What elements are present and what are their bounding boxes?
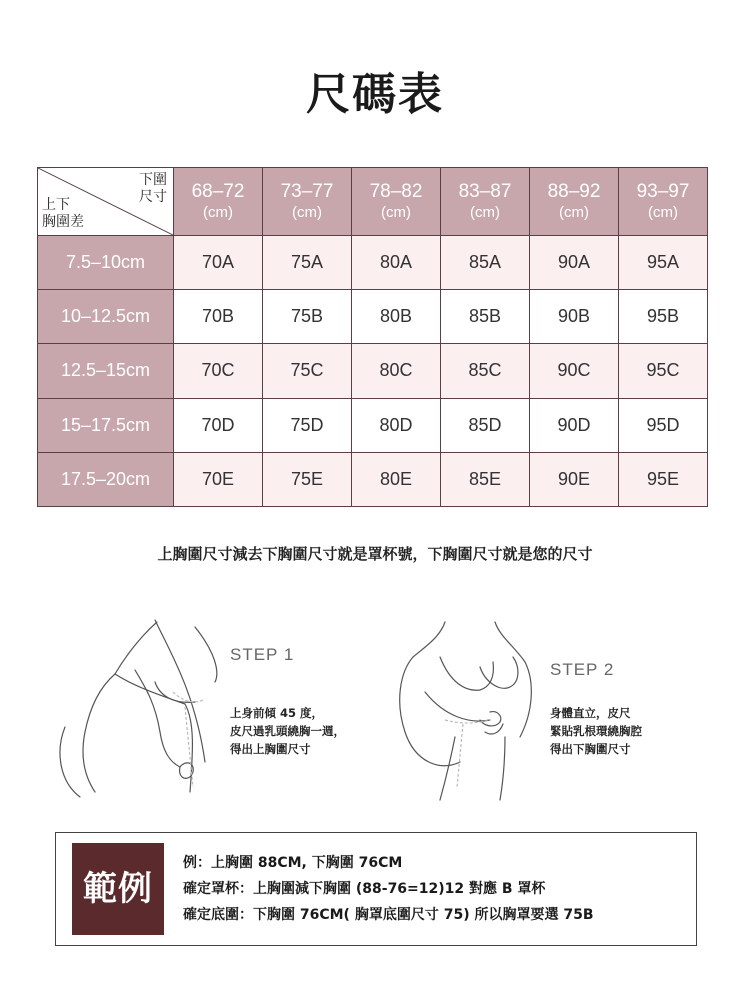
size-cell: 90A	[530, 236, 619, 290]
column-range: 78–82	[369, 180, 423, 202]
row-header: 10–12.5cm	[38, 290, 174, 344]
corner-top-label	[139, 172, 167, 206]
size-cell: 90C	[530, 344, 619, 398]
example-line: 確定底圍：下胸圍 76CM( 胸罩底圍尺寸 75) 所以胸罩要選 75B	[183, 907, 594, 923]
size-cell: 85B	[441, 290, 530, 344]
table-corner-cell	[38, 168, 174, 236]
size-cell: 70A	[174, 236, 263, 290]
step1-line: 皮尺過乳頭繞胸一週，	[230, 724, 345, 738]
size-cell: 70C	[174, 344, 263, 398]
table-row	[38, 452, 708, 506]
size-cell: 80C	[352, 344, 441, 398]
size-cell: 75C	[263, 344, 352, 398]
step1-description	[230, 704, 345, 758]
size-cell: 70B	[174, 290, 263, 344]
step2-line: 得出下胸圍尺寸	[550, 742, 631, 756]
size-cell: 80A	[352, 236, 441, 290]
size-cell: 80D	[352, 398, 441, 452]
row-header: 7.5–10cm	[38, 236, 174, 290]
row-header: 15–17.5cm	[38, 398, 174, 452]
table-row	[38, 236, 708, 290]
column-range: 83–87	[458, 180, 512, 202]
size-chart-table	[37, 167, 708, 507]
column-header	[619, 168, 708, 236]
size-cell: 95D	[619, 398, 708, 452]
step2-illustration	[385, 612, 555, 802]
example-badge: 範例	[72, 843, 164, 935]
column-unit: (cm)	[203, 203, 233, 221]
size-cell: 85D	[441, 398, 530, 452]
corner-bottom-line2: 胸圍差	[42, 214, 84, 230]
size-cell: 75D	[263, 398, 352, 452]
example-line: 確定罩杯：上胸圍減下胸圍 (88-76=12)12 對應 B 罩杯	[183, 881, 546, 897]
table-row	[38, 398, 708, 452]
step1-illustration	[45, 612, 225, 802]
column-header	[352, 168, 441, 236]
step1-line: 上身前傾 45 度，	[230, 706, 324, 720]
page-title: 尺碼表	[306, 69, 444, 120]
size-cell: 95A	[619, 236, 708, 290]
table-header-row	[38, 168, 708, 236]
size-cell: 90E	[530, 452, 619, 506]
size-cell: 95C	[619, 344, 708, 398]
size-cell: 75B	[263, 290, 352, 344]
row-header: 12.5–15cm	[38, 344, 174, 398]
column-header	[174, 168, 263, 236]
column-range: 73–77	[280, 180, 334, 202]
size-cell: 95E	[619, 452, 708, 506]
corner-top-line2: 尺寸	[139, 189, 167, 205]
size-cell: 70D	[174, 398, 263, 452]
table-row	[38, 290, 708, 344]
column-header	[263, 168, 352, 236]
step2-line: 緊貼乳根環繞胸腔	[550, 724, 642, 738]
size-cell: 75E	[263, 452, 352, 506]
column-unit: (cm)	[381, 203, 411, 221]
step2-label: STEP 2	[550, 660, 615, 679]
size-cell: 90B	[530, 290, 619, 344]
column-unit: (cm)	[559, 203, 589, 221]
column-unit: (cm)	[470, 203, 500, 221]
column-range: 88–92	[547, 180, 601, 202]
size-cell: 85E	[441, 452, 530, 506]
size-cell: 95B	[619, 290, 708, 344]
size-cell: 85A	[441, 236, 530, 290]
column-header	[441, 168, 530, 236]
corner-bottom-line1: 上下	[42, 197, 70, 213]
column-unit: (cm)	[648, 203, 678, 221]
column-header	[530, 168, 619, 236]
column-unit: (cm)	[292, 203, 322, 221]
row-header: 17.5–20cm	[38, 452, 174, 506]
column-range: 93–97	[636, 180, 690, 202]
step1-label: STEP 1	[230, 645, 295, 664]
size-cell: 80E	[352, 452, 441, 506]
corner-top-line1: 下圍	[139, 172, 167, 188]
size-cell: 70E	[174, 452, 263, 506]
measurement-note: 上胸圍尺寸減去下胸圍尺寸就是罩杯號，下胸圍尺寸就是您的尺寸	[157, 545, 593, 563]
size-cell: 90D	[530, 398, 619, 452]
step2-description	[550, 704, 642, 758]
example-line: 例：上胸圍 88CM, 下胸圍 76CM	[183, 855, 403, 871]
column-range: 68–72	[191, 180, 245, 202]
size-cell: 75A	[263, 236, 352, 290]
table-row	[38, 344, 708, 398]
corner-bottom-label	[42, 197, 84, 231]
example-text	[183, 850, 594, 928]
step2-line: 身體直立，皮尺	[550, 706, 631, 720]
step1-line: 得出上胸圍尺寸	[230, 742, 311, 756]
size-cell: 85C	[441, 344, 530, 398]
size-cell: 80B	[352, 290, 441, 344]
